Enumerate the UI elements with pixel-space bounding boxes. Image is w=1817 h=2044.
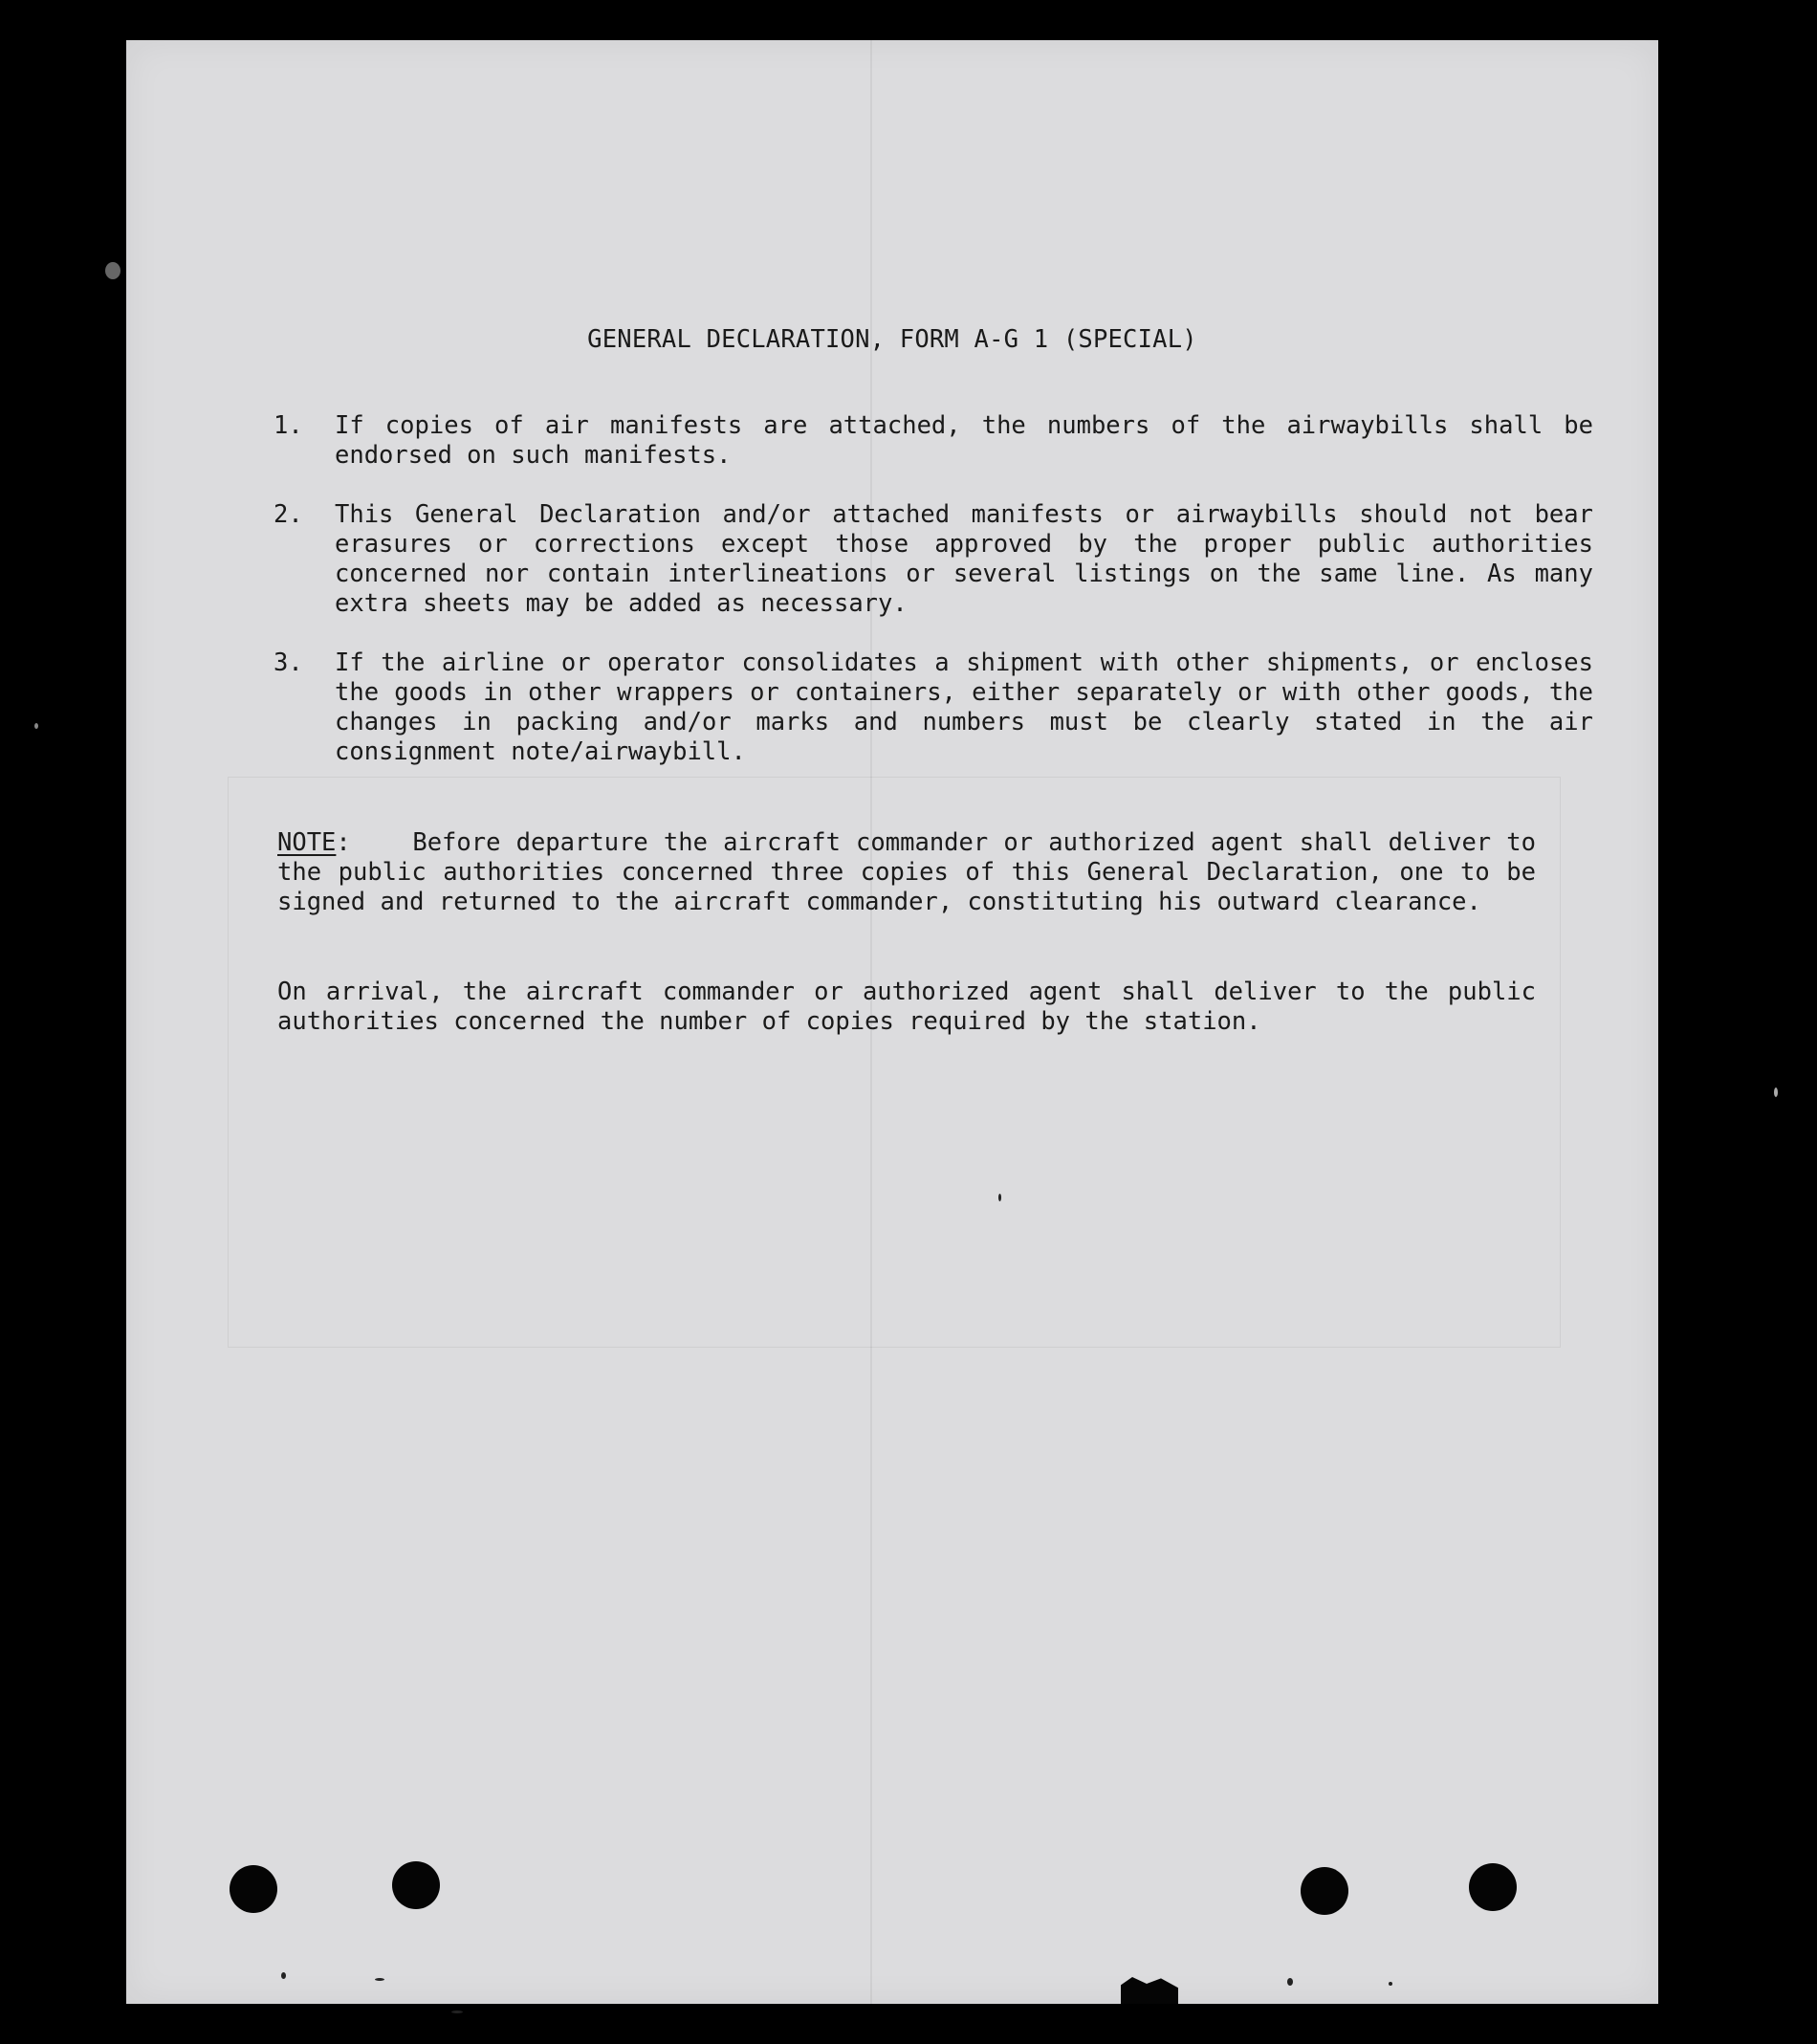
punch-hole — [1301, 1867, 1348, 1915]
speck — [281, 1972, 286, 1979]
torn-edge — [1121, 1977, 1178, 2004]
item-number: 2. — [274, 500, 303, 529]
document-title: GENERAL DECLARATION, FORM A-G 1 (SPECIAL) — [587, 325, 1197, 354]
note-text: Before departure the aircraft commander or authorized agent shall deliver to the public authorities concerned three copies of this General Declaration, one to be signed and returned to the aircraft commander, constituting his outward clearance. — [277, 828, 1536, 916]
speck — [1774, 1088, 1778, 1097]
speck — [998, 1194, 1001, 1201]
speck — [34, 723, 38, 729]
punch-hole — [230, 1865, 277, 1913]
speck — [1389, 1982, 1392, 1986]
note-label-colon: : — [336, 828, 351, 857]
punch-hole — [1469, 1863, 1517, 1911]
item-text: This General Declaration and/or attached manifests or airwaybills should not bear erasures or corrections except those approved by the proper public authorities concerned nor contain interlineations or several listings on the same line. As many extra sheets may be added as necessary. — [335, 500, 1593, 618]
note-paragraph — [277, 828, 1536, 917]
note-label: NOTE — [277, 828, 337, 857]
speck — [1287, 1978, 1293, 1986]
arrival-paragraph: On arrival, the aircraft commander or authorized agent shall deliver to the public authorities concerned the number of copies required by the station. — [277, 978, 1536, 1036]
item-number: 1. — [274, 411, 303, 440]
paper-sheet — [126, 40, 1658, 2004]
item-text: If the airline or operator consolidates a shipment with other shipments, or encloses the goods in other wrappers or containers, either separately or with other goods, the changes in packing and/or marks and numbers must be clearly stated in the air consignment note/airwaybill. — [335, 648, 1593, 766]
punch-hole — [392, 1861, 440, 1909]
item-number: 3. — [274, 648, 303, 677]
speck — [451, 2011, 463, 2013]
speck — [105, 262, 120, 279]
speck — [375, 1978, 384, 1981]
item-text: If copies of air manifests are attached, the numbers of the airwaybills shall be endorsed on such manifests. — [335, 411, 1593, 470]
